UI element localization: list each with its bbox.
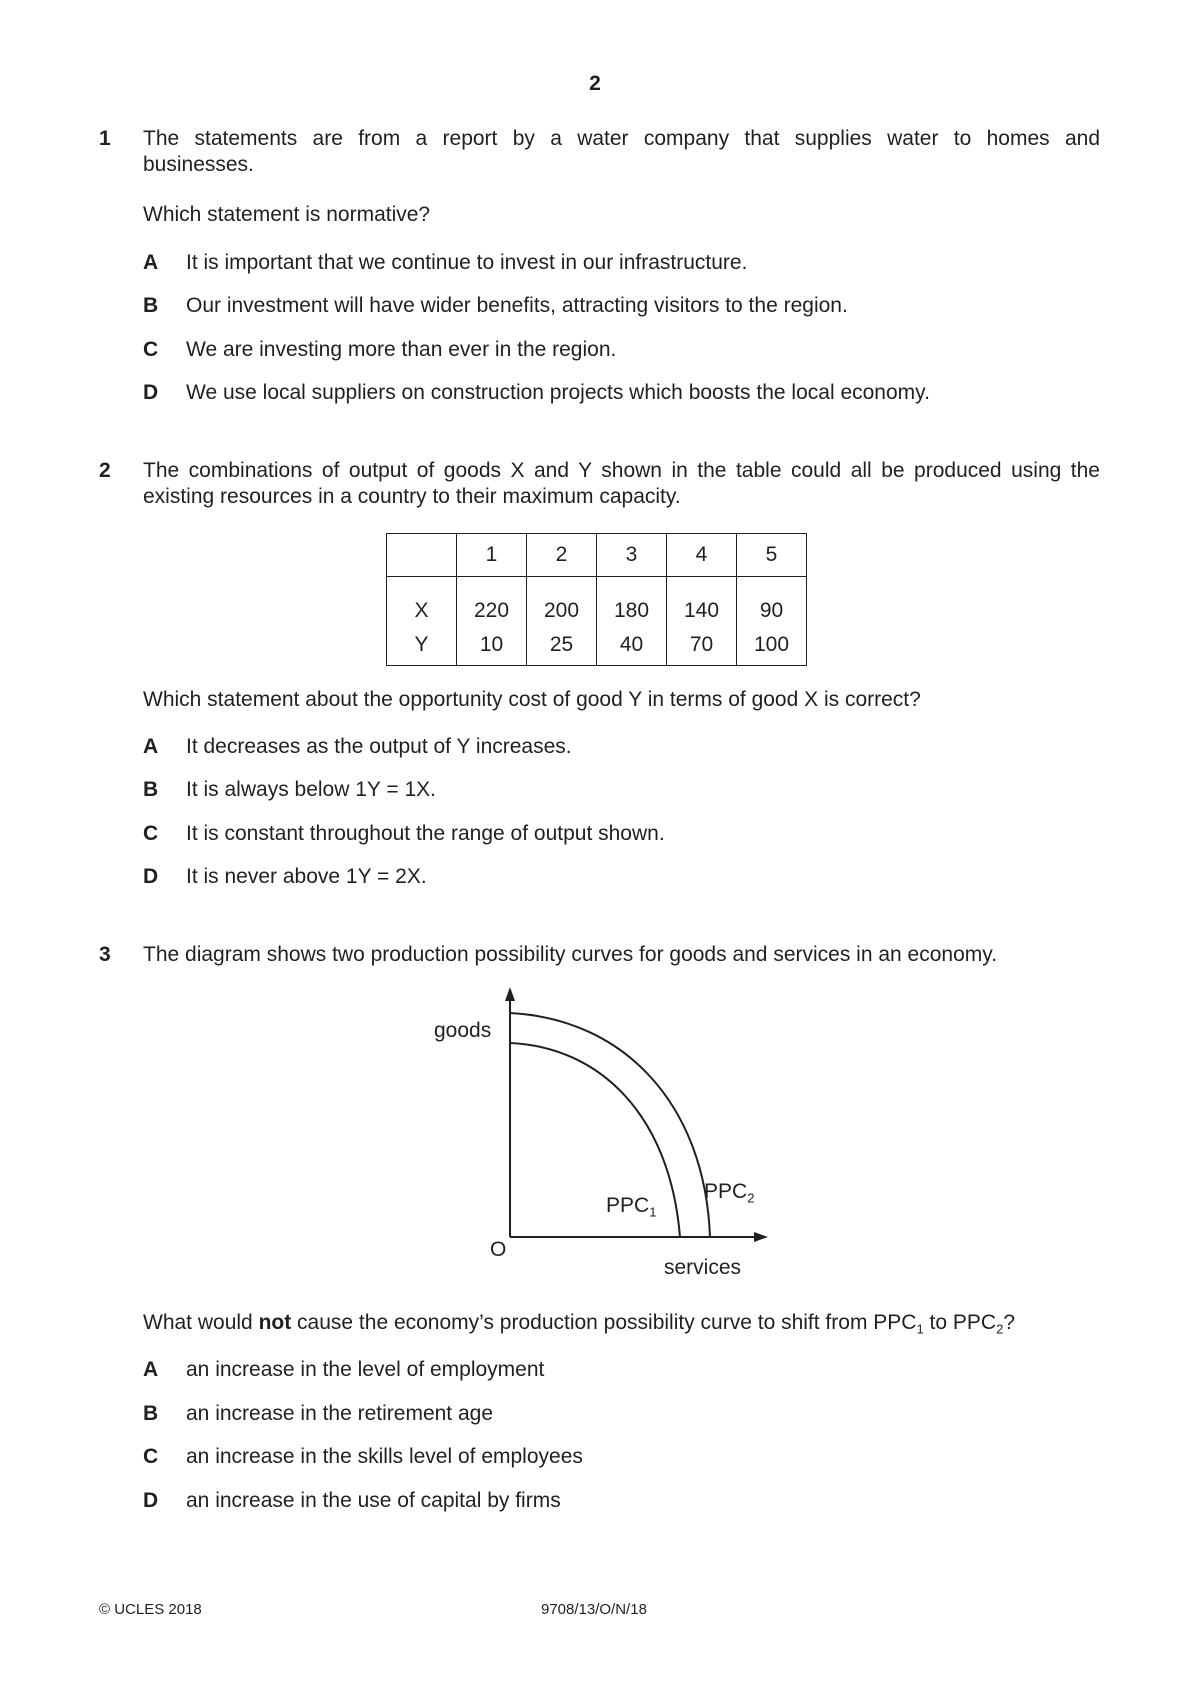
q3-option-b-text: an increase in the retirement age — [186, 1402, 494, 1425]
footer-copyright: © UCLES 2018 — [99, 1601, 202, 1618]
ppc2-label-sub: 2 — [747, 1190, 755, 1206]
q3-prompt-sub1: 1 — [916, 1321, 924, 1337]
table-cell: 100 — [737, 625, 807, 666]
page-number: 2 — [589, 72, 601, 95]
q3-prompt-part2: cause the economy’s production possibility curve to shift from PPC — [291, 1311, 917, 1334]
table-cell: 90 — [737, 577, 807, 626]
q1-option-c-text: We are investing more than ever in the region. — [186, 338, 617, 361]
table-cell: 1 — [457, 534, 527, 577]
question-1-prompt: Which statement is normative? — [143, 203, 431, 226]
question-1-stem-line2: businesses. — [143, 153, 254, 176]
question-1-stem-line1: The statements are from a report by a water company that supplies water to homes and — [143, 127, 1100, 150]
table-row — [387, 577, 807, 626]
question-2-number: 2 — [99, 459, 111, 482]
y-axis-label: goods — [434, 1019, 492, 1042]
question-2-stem-line1: The combinations of output of goods X and Y shown in the table could all be produced using the — [143, 459, 1100, 482]
q3-option-b-letter: B — [143, 1402, 159, 1425]
table-cell: 3 — [597, 534, 667, 577]
question-1-number: 1 — [99, 127, 111, 150]
q1-option-d-letter: D — [143, 381, 159, 404]
question-3-stem: The diagram shows two production possibility curves for goods and services in an economy. — [143, 943, 998, 966]
q3-prompt-bold: not — [258, 1311, 292, 1334]
q3-prompt-part3: to PPC — [923, 1311, 997, 1334]
question-3-number: 3 — [99, 943, 111, 966]
y-axis-arrow-icon — [505, 987, 515, 1001]
q1-option-b-text: Our investment will have wider benefits, attracting visitors to the region. — [186, 294, 848, 317]
table-cell: 5 — [737, 534, 807, 577]
table-cell: 70 — [667, 625, 737, 666]
table-row — [387, 625, 807, 666]
origin-label: O — [490, 1238, 507, 1261]
question-3-prompt — [143, 1311, 1015, 1335]
q3-option-c-letter: C — [143, 1445, 159, 1468]
q2-option-d-letter: D — [143, 865, 159, 888]
q2-option-d-text: It is never above 1Y = 2X. — [186, 865, 427, 888]
q3-option-d-letter: D — [143, 1489, 159, 1512]
q3-prompt-part4: ? — [1003, 1311, 1016, 1334]
ppc2-label-base: PPC — [704, 1180, 748, 1203]
q1-option-a-letter: A — [143, 251, 159, 274]
q1-option-c-letter: C — [143, 338, 159, 361]
q3-option-a-letter: A — [143, 1358, 159, 1381]
question-2-stem-line2: existing resources in a country to their maximum capacity. — [143, 485, 681, 508]
x-axis-arrow-icon — [754, 1232, 768, 1242]
table-cell: 25 — [527, 625, 597, 666]
q2-option-a-letter: A — [143, 735, 159, 758]
q2-option-b-letter: B — [143, 778, 159, 801]
x-axis-label: services — [664, 1256, 742, 1279]
ppc1-label — [606, 1194, 656, 1218]
table-cell — [387, 534, 457, 577]
table-cell: 40 — [597, 625, 667, 666]
table-cell: 220 — [457, 577, 527, 626]
table-cell: X — [387, 577, 457, 626]
q3-option-c-text: an increase in the skills level of employees — [186, 1445, 583, 1468]
q1-option-b-letter: B — [143, 294, 159, 317]
q2-option-c-text: It is constant throughout the range of output shown. — [186, 822, 665, 845]
q2-option-a-text: It decreases as the output of Y increases. — [186, 735, 572, 758]
q2-option-c-letter: C — [143, 822, 159, 845]
ppc2-label — [704, 1180, 754, 1204]
table-cell: 140 — [667, 577, 737, 626]
output-table — [386, 533, 807, 666]
table-header-row — [387, 534, 807, 577]
q3-prompt-part1: What would — [143, 1311, 259, 1334]
ppc1-label-sub: 1 — [649, 1204, 657, 1220]
q2-option-b-text: It is always below 1Y = 1X. — [186, 778, 436, 801]
question-2-prompt: Which statement about the opportunity cost of good Y in terms of good X is correct? — [143, 688, 921, 711]
table-cell: 180 — [597, 577, 667, 626]
table-cell: 10 — [457, 625, 527, 666]
table-cell: 2 — [527, 534, 597, 577]
q1-option-a-text: It is important that we continue to invest in our infrastructure. — [186, 251, 748, 274]
q3-prompt-sub2: 2 — [996, 1321, 1004, 1337]
footer-code: 9708/13/O/N/18 — [541, 1601, 647, 1618]
table-cell: 4 — [667, 534, 737, 577]
q3-option-d-text: an increase in the use of capital by firms — [186, 1489, 561, 1512]
q1-option-d-text: We use local suppliers on construction projects which boosts the local economy. — [186, 381, 930, 404]
table-cell: 200 — [527, 577, 597, 626]
q3-option-a-text: an increase in the level of employment — [186, 1358, 545, 1381]
ppc1-label-base: PPC — [606, 1194, 650, 1217]
table-cell: Y — [387, 625, 457, 666]
